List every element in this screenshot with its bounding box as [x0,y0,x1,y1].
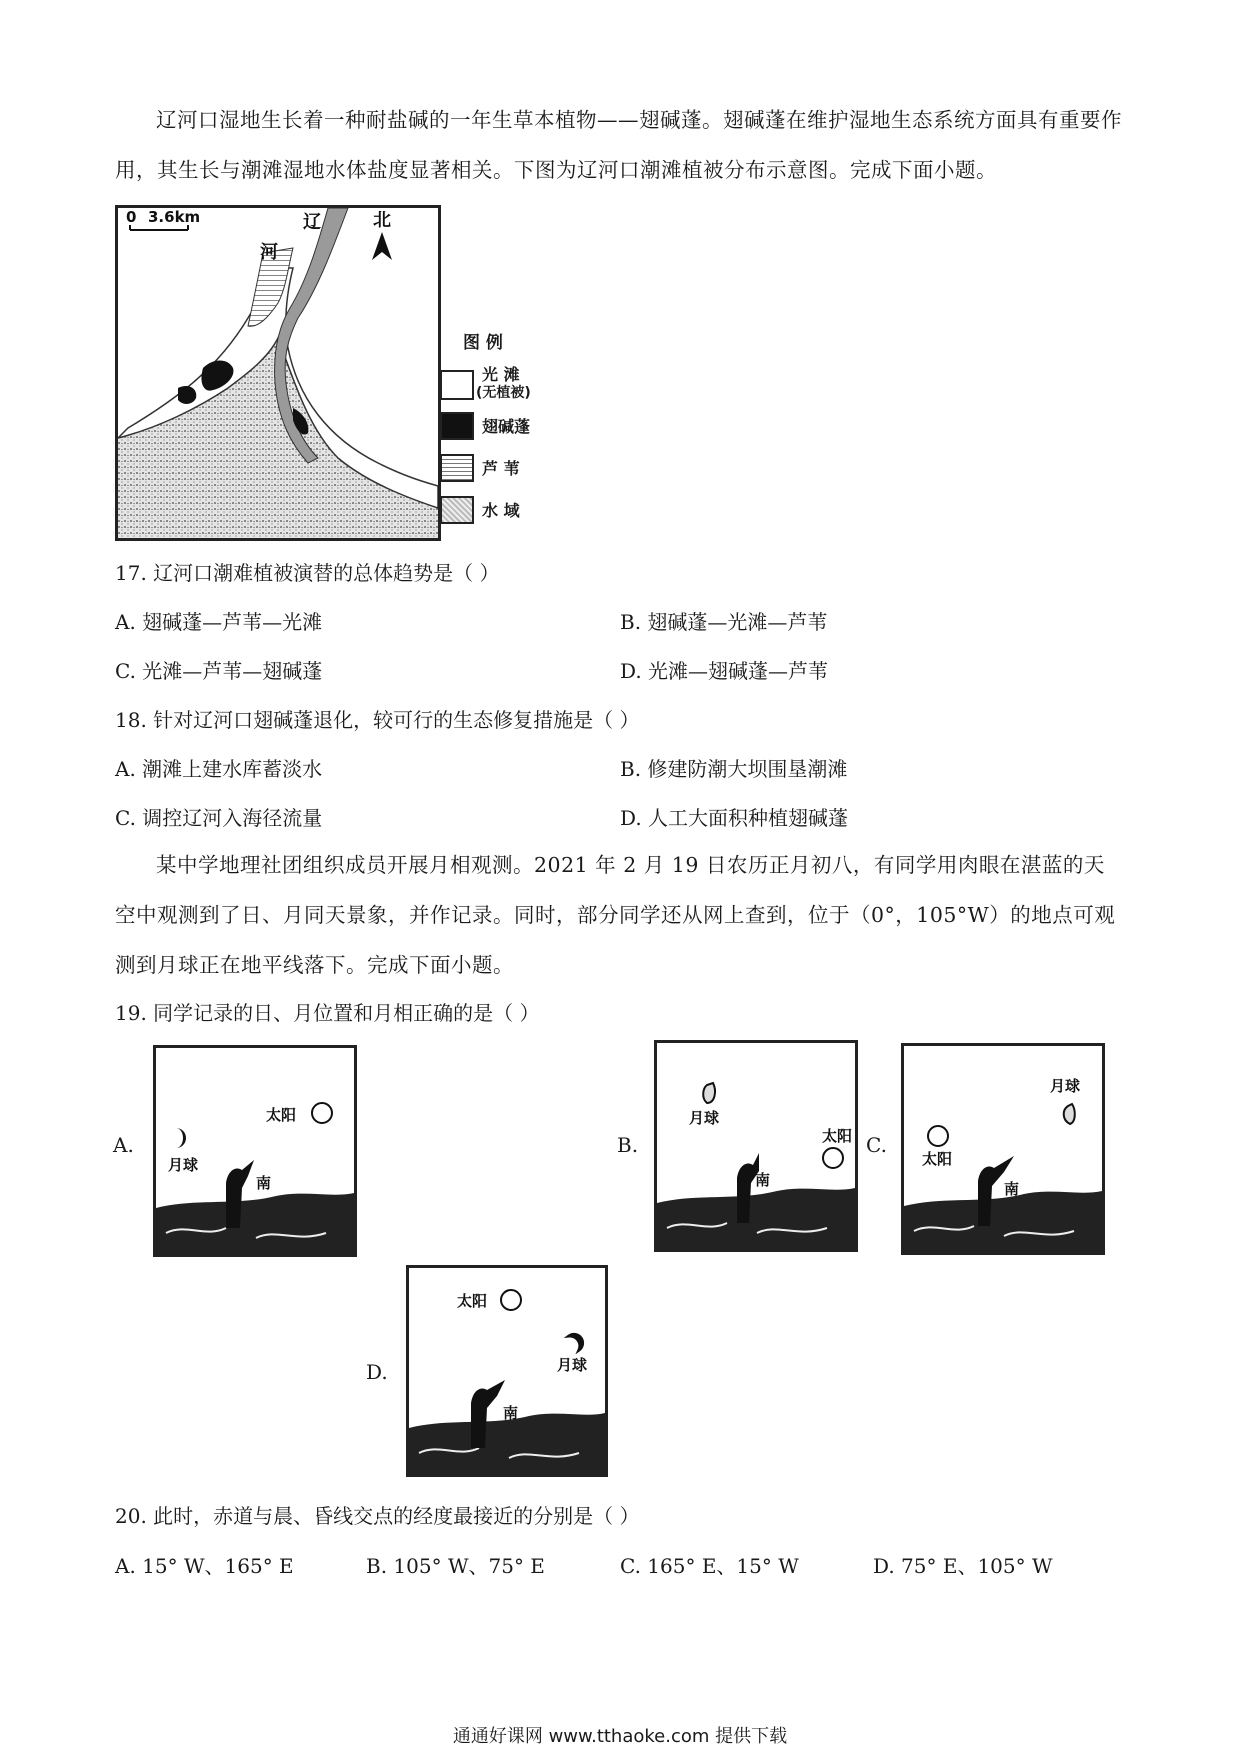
q19-d-sun-label: 太阳 [457,1292,488,1310]
scene-a [156,1048,354,1254]
q19-b-south-label: 南 [755,1171,771,1189]
legend-swatch-suaeda [440,412,474,440]
q19-option-a-picture[interactable] [153,1045,357,1257]
legend-swatch-water [440,496,474,524]
q20-stem: 20. 此时，赤道与晨、昏线交点的经度最接近的分别是（ ） [115,1504,640,1528]
map-figure [115,205,441,541]
page-footer: 通通好课网 www.tthaoke.com 提供下载 [452,1726,788,1747]
sun-icon [312,1103,332,1123]
q19-c-sun-label: 太阳 [922,1150,953,1168]
q18-option-c[interactable]: C. 调控辽河入海径流量 [115,806,323,830]
q17-option-a[interactable]: A. 翅碱蓬—芦苇—光滩 [115,610,323,634]
q19-a-sun-label: 太阳 [266,1106,297,1124]
scale-value: 3.6km [148,208,201,226]
map-svg [118,208,438,538]
scene-c [904,1046,1102,1252]
north-label: 北 [373,210,391,231]
legend-label-water: 水 域 [482,501,520,520]
sun-icon [501,1290,521,1310]
q18-option-b[interactable]: B. 修建防潮大坝围垦潮滩 [620,757,848,781]
legend-label-reed: 芦 苇 [482,459,520,478]
moon-icon [1064,1104,1075,1124]
q19-option-c-label[interactable]: C. [866,1133,887,1157]
q17-option-b[interactable]: B. 翅碱蓬—光滩—芦苇 [620,610,828,634]
moon-icon [569,1334,583,1350]
sun-icon [823,1148,843,1168]
legend-title: 图 例 [463,333,503,353]
legend-swatch-reed [440,454,474,482]
q19-option-d-picture[interactable] [406,1265,608,1477]
legend-label-suaeda: 翅碱蓬 [482,417,531,436]
scene-d [409,1268,605,1474]
q20-option-b[interactable]: B. 105° W、75° E [366,1554,545,1578]
q20-option-c[interactable]: C. 165° E、15° W [620,1554,799,1578]
q18-option-a[interactable]: A. 潮滩上建水库蓄淡水 [115,757,323,781]
moon-icon [703,1083,715,1103]
q19-b-moon-label: 月球 [689,1109,720,1127]
q20-option-a[interactable]: A. 15° W、165° E [115,1554,294,1578]
q19-d-moon-label: 月球 [557,1356,588,1374]
q17-option-c[interactable]: C. 光滩—芦苇—翅碱蓬 [115,659,323,683]
river-label-1: 辽 [303,212,321,233]
legend-label-bare: 光 滩 [482,365,520,384]
moon-icon [176,1128,186,1148]
intro-paragraph-1: 辽河口湿地生长着一种耐盐碱的一年生草本植物——翅碱蓬。翅碱蓬在维护湿地生态系统方面具有重要作用，其生长与潮滩湿地水体盐度显著相关。下图为辽河口潮滩植被分布示意图。完成下面小题。 [115,108,1122,182]
q19-stem: 19. 同学记录的日、月位置和月相正确的是（ ） [115,1001,540,1025]
q19-c-moon-label: 月球 [1050,1077,1081,1095]
q19-option-d-label[interactable]: D. [366,1360,388,1384]
river-label-2: 河 [260,242,278,263]
intro-paragraph-2: 某中学地理社团组织成员开展月相观测。2021 年 2 月 19 日农历正月初八，有同学用肉眼在湛蓝的天空中观测到了日、月同天景象，并作记录。同时，部分同学还从网上查到，位于（0°，105°W）的地点可观测到月球正在地平线落下。完成下面小题。 [115,853,1116,977]
q17-stem: 17. 辽河口潮难植被演替的总体趋势是（ ） [115,561,500,585]
sun-icon [928,1126,948,1146]
legend-swatch-bare [440,370,474,400]
q18-stem: 18. 针对辽河口翅碱蓬退化，较可行的生态修复措施是（ ） [115,708,640,732]
q18-option-d[interactable]: D. 人工大面积种植翅碱蓬 [620,806,849,830]
q20-option-d[interactable]: D. 75° E、105° W [873,1554,1053,1578]
q19-a-south-label: 南 [256,1174,272,1192]
q19-a-moon-label: 月球 [168,1156,199,1174]
q19-d-south-label: 南 [503,1404,519,1422]
q17-option-d[interactable]: D. 光滩—翅碱蓬—芦苇 [620,659,829,683]
legend-sub-bare: (无植被) [476,385,531,401]
north-arrow-icon [372,232,392,260]
q19-option-b-picture[interactable] [654,1040,858,1252]
scale-zero: 0 [126,208,137,226]
q19-c-south-label: 南 [1004,1180,1020,1198]
scene-b [657,1043,855,1249]
q19-option-c-picture[interactable] [901,1043,1105,1255]
q19-option-a-label[interactable]: A. [113,1133,134,1157]
q19-option-b-label[interactable]: B. [617,1133,639,1157]
q19-b-sun-label: 太阳 [822,1127,853,1145]
